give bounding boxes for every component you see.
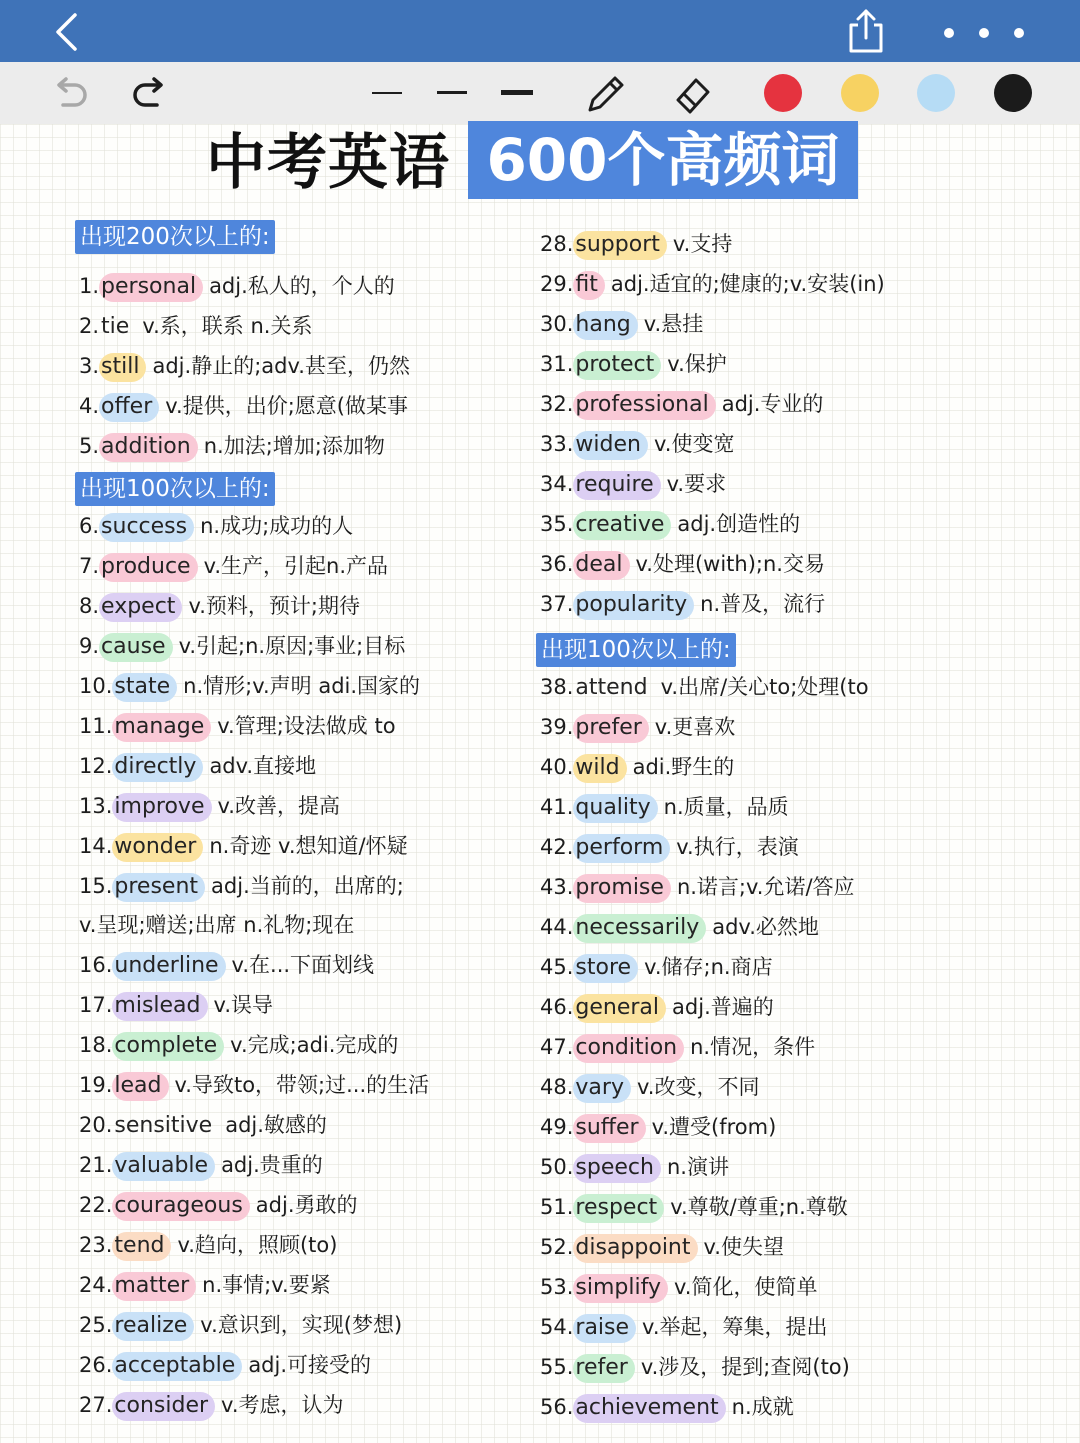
entry-word: achievement (573, 1394, 725, 1423)
entry-word: prefer (573, 714, 648, 743)
entry-definition: v.改变，不同 (636, 1075, 760, 1099)
entry-definition: v.意识到，实现(梦想) (200, 1313, 403, 1337)
entry-word: tie (101, 314, 130, 339)
entry-definition: adv.直接地 (209, 754, 317, 778)
section-header: 出现100次以上的: (75, 472, 275, 506)
entry-word: attend (575, 675, 648, 700)
entry-number: 26. (79, 1353, 113, 1377)
thick-stroke-button[interactable] (501, 90, 533, 95)
entry-definition: adj.私人的，个人的 (209, 274, 395, 298)
entry-word: lead (112, 1072, 168, 1101)
entry-definition: v.储存;n.商店 (644, 955, 773, 979)
entry-number: 23. (79, 1233, 113, 1257)
entry-definition: n.诺言;v.允诺/答应 (676, 875, 855, 899)
vocabulary-entry (540, 1309, 828, 1345)
entry-word: consider (112, 1392, 215, 1421)
vocabulary-entry (540, 829, 799, 865)
entry-definition: adj.可接受的 (248, 1353, 372, 1377)
app-top-bar (0, 0, 1080, 62)
entry-word: acceptable (112, 1352, 242, 1381)
entry-number: 24. (79, 1273, 113, 1297)
entry-word: require (573, 471, 660, 500)
entry-number: 50. (540, 1155, 574, 1179)
vocabulary-entry (79, 508, 353, 544)
vocabulary-entry (79, 548, 388, 584)
entry-number: 41. (540, 795, 574, 819)
entry-word: raise (573, 1314, 636, 1343)
lightblue-color-swatch[interactable] (917, 74, 955, 112)
yellow-color-swatch[interactable] (841, 74, 879, 112)
vocabulary-entry (540, 386, 823, 422)
entry-number: 51. (540, 1195, 574, 1219)
vocabulary-entry (79, 1267, 331, 1303)
entry-definition: v.误导 (213, 993, 273, 1017)
entry-word: offer (99, 393, 159, 422)
entry-word: improve (112, 793, 211, 822)
entry-number: 35. (540, 512, 574, 536)
section-header: 出现200次以上的: (75, 220, 275, 254)
vocabulary-entry (79, 828, 408, 864)
page-title-highlight: 600个高频词 (468, 121, 858, 199)
entry-word: success (99, 513, 194, 542)
entry-continuation: v.呈现;赠送;出席 n.礼物;现在 (79, 913, 355, 937)
vocabulary-entry (540, 1269, 817, 1305)
entry-word: wonder (112, 833, 203, 862)
vocabulary-entry (540, 1189, 848, 1225)
entry-word: matter (112, 1272, 196, 1301)
entry-definition: v.保护 (667, 352, 727, 376)
page-title: 中考英语 (206, 128, 450, 198)
vocabulary-entry (79, 1307, 402, 1343)
vocabulary-entry (79, 388, 408, 424)
entry-definition: v.生产，引起n.产品 (203, 554, 389, 578)
entry-number: 9. (79, 634, 100, 658)
entry-word: expect (99, 593, 182, 622)
vocabulary-entry (540, 426, 734, 462)
medium-stroke-button[interactable] (437, 91, 467, 94)
vocabulary-entry (79, 1187, 358, 1223)
entry-definition: v.管理;设法做成 to (217, 714, 396, 738)
vocabulary-entry (79, 1347, 371, 1383)
entry-definition: v.举起，筹集，提出 (642, 1315, 828, 1339)
entry-number: 29. (540, 272, 574, 296)
entry-definition: n.质量，品质 (663, 795, 789, 819)
entry-number: 33. (540, 432, 574, 456)
entry-definition: v.使变宽 (653, 432, 735, 456)
vocabulary-entry (79, 308, 312, 344)
entry-number: 21. (79, 1153, 113, 1177)
vocabulary-entry (540, 1109, 776, 1145)
vocabulary-entry (79, 1147, 323, 1183)
entry-number: 14. (79, 834, 113, 858)
entry-word: personal (99, 273, 203, 302)
entry-number: 54. (540, 1315, 574, 1339)
vocabulary-entry (79, 1067, 429, 1103)
vocabulary-entry (79, 788, 340, 824)
chevron-left-icon[interactable] (44, 10, 88, 54)
vocabulary-entry (540, 669, 869, 705)
entry-definition: adi.野生的 (632, 755, 735, 779)
entry-definition: v.涉及，提到;查阅(to) (640, 1355, 850, 1379)
entry-word: quality (573, 794, 657, 823)
entry-word: perform (573, 834, 670, 863)
vocabulary-entry (79, 1387, 344, 1423)
vocabulary-entry (540, 1229, 784, 1265)
vocabulary-entry (540, 709, 735, 745)
vocabulary-entry (79, 588, 360, 624)
entry-definition: n.情形;v.声明 adi.国家的 (183, 674, 421, 698)
entry-definition: v.出席/关心to;处理(to (660, 675, 869, 699)
entry-number: 6. (79, 514, 100, 538)
entry-number: 42. (540, 835, 574, 859)
entry-number: 25. (79, 1313, 113, 1337)
entry-number: 16. (79, 953, 113, 977)
entry-number: 13. (79, 794, 113, 818)
entry-number: 5. (79, 434, 100, 458)
entry-word: present (112, 873, 205, 902)
entry-definition: adj.普遍的 (672, 995, 774, 1019)
entry-word: valuable (112, 1152, 215, 1181)
section-header: 出现100次以上的: (536, 633, 736, 667)
entry-word: speech (573, 1154, 661, 1183)
entry-definition: v.改善，提高 (217, 794, 340, 818)
entry-number: 2. (79, 314, 100, 338)
entry-number: 28. (540, 232, 574, 256)
entry-number: 22. (79, 1193, 113, 1217)
entry-definition: v.遭受(from) (651, 1115, 777, 1139)
entry-number: 31. (540, 352, 574, 376)
entry-definition: v.支持 (672, 232, 733, 256)
entry-definition: v.执行，表演 (676, 835, 799, 859)
entry-number: 32. (540, 392, 574, 416)
entry-definition: v.考虑，认为 (221, 1393, 344, 1417)
entry-definition: n.情况，条件 (690, 1035, 816, 1059)
entry-definition: v.使失望 (703, 1235, 784, 1259)
entry-definition: adj.勇敢的 (255, 1193, 358, 1217)
entry-word: widen (573, 431, 648, 460)
entry-definition: v.预料，预计;期待 (188, 594, 360, 618)
entry-definition: v.导致to，带领;过...的生活 (174, 1073, 430, 1097)
entry-word: promise (573, 874, 671, 903)
entry-number: 4. (79, 394, 100, 418)
entry-definition: adj.当前的，出席的; (211, 874, 404, 898)
vocabulary-entry (540, 506, 800, 542)
entry-word: directly (112, 753, 203, 782)
entry-word: mislead (112, 992, 207, 1021)
entry-definition: adj.适宜的;健康的;v.安装(in) (610, 272, 885, 296)
entry-number: 48. (540, 1075, 574, 1099)
entry-number: 39. (540, 715, 574, 739)
entry-number: 17. (79, 993, 113, 1017)
entry-definition: n.成就 (731, 1395, 794, 1419)
vocabulary-entry (540, 1349, 850, 1385)
entry-word: respect (573, 1194, 664, 1223)
vocabulary-entry (540, 266, 885, 302)
vocabulary-entry (540, 909, 819, 945)
vocabulary-entry (79, 748, 316, 784)
entry-number: 15. (79, 874, 113, 898)
vocabulary-entry (79, 348, 410, 384)
vocabulary-entry (79, 987, 273, 1023)
vocabulary-entry (540, 1149, 729, 1185)
entry-number: 34. (540, 472, 574, 496)
entry-definition: v.在...下面划线 (231, 953, 375, 977)
entry-word: sensitive (114, 1113, 213, 1138)
vocabulary-entry (79, 268, 395, 304)
entry-word: general (573, 994, 666, 1023)
vocabulary-entry (540, 1069, 759, 1105)
entry-word: addition (99, 433, 198, 462)
entry-number: 30. (540, 312, 574, 336)
entry-number: 47. (540, 1035, 574, 1059)
entry-number: 20. (79, 1113, 113, 1137)
entry-word: popularity (573, 591, 694, 620)
entry-word: store (573, 954, 638, 983)
entry-definition: n.事情;v.要紧 (202, 1273, 331, 1297)
vocabulary-entry (79, 708, 396, 744)
redo-icon[interactable] (128, 72, 172, 116)
entry-number: 46. (540, 995, 574, 1019)
entry-definition: v.趋向，照顾(to) (177, 1233, 338, 1257)
entry-word: fit (573, 271, 604, 300)
vocabulary-entry (540, 586, 825, 622)
entry-definition: v.系，联系 n.关系 (142, 314, 313, 338)
entry-number: 36. (540, 552, 574, 576)
entry-number: 1. (79, 274, 100, 298)
entry-definition: v.更喜欢 (654, 715, 736, 739)
entry-number: 27. (79, 1393, 113, 1417)
entry-word: suffer (573, 1114, 645, 1143)
entry-word: protect (573, 351, 661, 380)
undo-icon[interactable] (48, 72, 92, 116)
entry-definition: adj.静止的;adv.甚至，仍然 (152, 354, 410, 378)
vocabulary-entry (540, 226, 732, 262)
entry-definition: adv.必然地 (712, 915, 819, 939)
entry-word: manage (112, 713, 211, 742)
entry-definition: adj.创造性的 (677, 512, 801, 536)
entry-number: 10. (79, 674, 113, 698)
vocabulary-entry (540, 1029, 815, 1065)
vocabulary-entry (540, 346, 727, 382)
entry-definition: v.处理(with);n.交易 (635, 552, 825, 576)
entry-word: realize (112, 1312, 194, 1341)
entry-number: 43. (540, 875, 574, 899)
vocabulary-entry (540, 869, 855, 905)
vocabulary-entry (79, 1107, 327, 1143)
entry-word: disappoint (573, 1234, 697, 1263)
entry-number: 56. (540, 1395, 574, 1419)
entry-definition: v.完成;adi.完成的 (230, 1033, 399, 1057)
entry-number: 49. (540, 1115, 574, 1139)
entry-number: 52. (540, 1235, 574, 1259)
entry-word: tend (112, 1232, 171, 1261)
vocabulary-entry (540, 789, 789, 825)
entry-number: 12. (79, 754, 113, 778)
entry-word: state (112, 673, 177, 702)
entry-word: underline (112, 952, 225, 981)
entry-word: produce (99, 553, 198, 582)
vocabulary-entry (540, 1389, 794, 1425)
entry-word: courageous (112, 1192, 249, 1221)
entry-word: necessarily (573, 914, 706, 943)
entry-number: 40. (540, 755, 574, 779)
entry-word: simplify (573, 1274, 668, 1303)
entry-word: creative (573, 511, 671, 540)
vocabulary-entry (79, 628, 405, 664)
vocabulary-entry (79, 668, 420, 704)
red-color-swatch[interactable] (764, 74, 802, 112)
entry-number: 3. (79, 354, 100, 378)
entry-definition: adj.贵重的 (221, 1153, 323, 1177)
vocabulary-entry (540, 546, 825, 582)
entry-definition: v.尊敬/尊重;n.尊敬 (670, 1195, 848, 1219)
vocabulary-entry (79, 868, 404, 904)
vocabulary-entry (540, 749, 734, 785)
entry-definition: n.普及，流行 (700, 592, 826, 616)
entry-number: 19. (79, 1073, 113, 1097)
entry-definition: v.悬挂 (643, 312, 704, 336)
entry-word: refer (573, 1354, 634, 1383)
entry-definition: adj.专业的 (721, 392, 824, 416)
entry-number: 18. (79, 1033, 113, 1057)
black-color-swatch[interactable] (994, 74, 1032, 112)
entry-word: hang (573, 311, 637, 340)
share-icon[interactable] (842, 6, 890, 56)
entry-word: condition (573, 1034, 684, 1063)
entry-definition: n.成功;成功的人 (200, 514, 354, 538)
entry-word: deal (573, 551, 629, 580)
entry-number: 7. (79, 554, 100, 578)
entry-word: still (99, 353, 146, 382)
entry-number: 38. (540, 675, 574, 699)
entry-definition: n.演讲 (666, 1155, 729, 1179)
vocabulary-entry (540, 466, 726, 502)
vocabulary-entry (79, 947, 374, 983)
entry-word: professional (573, 391, 715, 420)
vocabulary-entry (540, 989, 774, 1025)
vocabulary-entry (79, 1027, 398, 1063)
thin-stroke-button[interactable] (372, 92, 402, 94)
entry-number: 55. (540, 1355, 574, 1379)
entry-word: vary (573, 1074, 631, 1103)
more-dots-icon[interactable] (932, 18, 1030, 48)
entry-number: 53. (540, 1275, 574, 1299)
entry-definition: n.加法;增加;添加物 (203, 434, 385, 458)
entry-definition: v.要求 (666, 472, 727, 496)
entry-word: support (573, 231, 666, 260)
entry-definition: v.提供，出价;愿意(做某事 (165, 394, 408, 418)
entry-definition: v.简化，使简单 (673, 1275, 818, 1299)
entry-word: cause (99, 633, 173, 662)
vocabulary-entry (540, 949, 773, 985)
pencil-icon[interactable] (582, 70, 630, 118)
vocabulary-entry (540, 306, 703, 342)
entry-number: 44. (540, 915, 574, 939)
entry-number: 45. (540, 955, 574, 979)
entry-definition: n.奇迹 v.想知道/怀疑 (209, 834, 408, 858)
vocabulary-entry (79, 428, 385, 464)
entry-number: 37. (540, 592, 574, 616)
vocabulary-entry (79, 1227, 337, 1263)
entry-definition: v.引起;n.原因;事业;目标 (178, 634, 406, 658)
entry-definition: adj.敏感的 (225, 1113, 327, 1137)
entry-number: 8. (79, 594, 100, 618)
eraser-icon[interactable] (668, 70, 716, 118)
entry-number: 11. (79, 714, 113, 738)
entry-word: complete (112, 1032, 224, 1061)
entry-word: wild (573, 754, 626, 783)
